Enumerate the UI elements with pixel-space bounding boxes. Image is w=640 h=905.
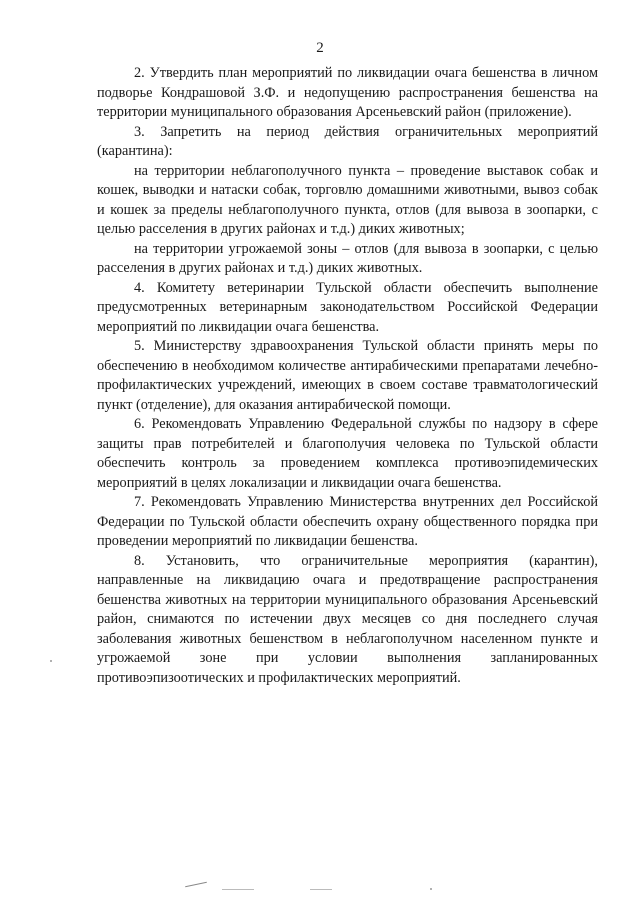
scan-artifact [430,888,432,890]
scan-artifact [222,889,254,890]
page-number: 2 [316,40,324,56]
paragraph-4-veterinary-committee: 4. Комитету ветеринарии Тульской области обеспечить выполнение предусмотренных ветеринарным законодательством Российской Федерации мероприятий по ликвидации очага бешенства. [97,279,598,335]
paragraph-7-interior-ministry: 7. Рекомендовать Управлению Министерства внутренних дел Российской Федерации по Тульской области обеспечить охрану общественного порядка при проведении мероприятий по ликвидации бешенства. [97,494,598,549]
paragraph-5-health-ministry: 5. Министерству здравоохранения Тульской области принять меры по обеспечению в необходимом количестве антирабическими препаратами лечебно-профилактических учреждений, имеющих в своем составе травматологический пункт (отделение), для оказания антирабической помощи. [97,338,598,413]
scan-artifact [310,889,332,890]
paragraph-2-approve-plan: 2. Утвердить план мероприятий по ликвидации очага бешенства в личном подворье Кондрашовой З.Ф. и недопущению распространения бешенства на территории муниципального образования Арсеньевский район (приложение). [97,65,598,120]
paragraph-6-rospotrebnadzor: 6. Рекомендовать Управлению Федеральной службы по надзору в сфере защиты прав потребителей и благополучия человека по Тульской области обеспечить контроль за проведением комплекса противоэпидемических мероприятий в целях локализации и ликвидации очага бешенства. [97,416,598,491]
scan-artifact [185,882,207,888]
scan-artifact [50,660,52,662]
paragraph-8-quarantine-lift: 8. Установить, что ограничительные мероприятия (карантин), направленные на ликвидацию очага и предотвращение распространения бешенства животных на территории муниципального образования Арсеньевский район, снимаются по истечении двух месяцев со дня последнего случая заболевания животных бешенством в неблагополучном населенном пункте и угрожаемой зоне при условии выполнения запланированных противоэпизоотических и профилактических мероприятий. [97,552,598,686]
paragraph-3-prohibit: 3. Запретить на период действия ограничительных мероприятий (карантина): [97,123,598,159]
paragraph-3-threatened-zone: на территории угрожаемой зоны – отлов (для вывоза в зоопарки, с целью расселения в других районах и т.д.) диких животных. [97,240,598,276]
paragraph-3-affected-point: на территории неблагополучного пункта – проведение выставок собак и кошек, выводки и натаски собак, торговлю домашними животными, вывоз собак и кошек за пределы неблагополучного пункта, отлов (для вывоза в зоопарки, с целью расселения в других районах и т.д.) диких животных; [97,162,598,237]
document-body [97,64,598,688]
